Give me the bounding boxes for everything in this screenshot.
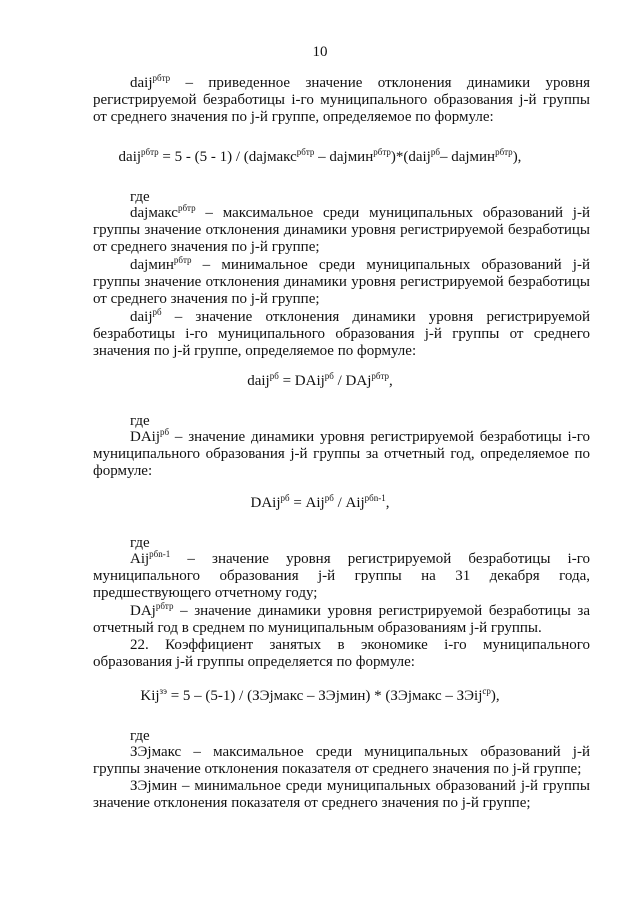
where-label: где <box>130 728 150 744</box>
paragraph: dajмин$^{рбтр}$ – минимальное среди муниципальных образований j-й группы значение отклонения динамики уровня регистрируемой безработицы от среднего значения по j-й группе; <box>93 255 590 308</box>
where-label: где <box>130 189 150 205</box>
formula: daij$^{рбтр}$ = 5 - (5 - 1) / (dajмакс$^{рбтр}$ – dajмин$^{рбтр}$)*(daij$^{рб}$– dajмин$^{рбтр}$), <box>118 147 522 165</box>
where-label: где <box>130 535 150 551</box>
paragraph: Aij$^{рбn-1}$ – значение уровня регистрируемой безработицы i-го муниципального образования j-й группы на 31 декабря года, предшествующего отчетному году; <box>93 549 590 602</box>
formula: DAij$^{рб}$ = Aij$^{рб}$ / Aij$^{рбn-1}$, <box>250 493 390 511</box>
formula: daij$^{рб}$ = DAij$^{рб}$ / DAj$^{рбтр}$, <box>247 371 393 389</box>
paragraph: dajмакс$^{рбтр}$ – максимальное среди муниципальных образований j-й группы значение отклонения динамики уровня регистрируемой безработицы от среднего значения по j-й группе; <box>93 203 590 256</box>
page-number: 10 <box>312 44 328 60</box>
formula: Kij$^{зэ}$ = 5 – (5-1) / (ЗЭjмакс – ЗЭjмин) * (ЗЭjмакс – ЗЭij$^{ср}$), <box>140 686 500 704</box>
paragraph: ЗЭjмакс – максимальное среди муниципальных образований j-й группы значение отклонения показателя от среднего значения по j-й группе; <box>93 744 590 778</box>
paragraph: DAj$^{рбтр}$ – значение динамики уровня регистрируемой безработицы за отчетный год в среднем по муниципальным образованиям j-й группы. <box>93 601 590 637</box>
paragraph: 22. Коэффициент занятых в экономике i-го муниципального образования j-й группы определяется по формуле: <box>93 637 590 671</box>
paragraph: ЗЭjмин – минимальное среди муниципальных образований j-й группы значение отклонения показателя от среднего значения по j-й группе; <box>93 778 590 812</box>
paragraph: DAij$^{рб}$ – значение динамики уровня регистрируемой безработицы i-го муниципального образования j-й группы за отчетный год, определяемое по формуле: <box>93 427 590 480</box>
paragraph: daij$^{рбтр}$ – приведенное значение отклонения динамики уровня регистрируемой безработицы i-го муниципального образования j-й группы от среднего значения по j-й группе, определяемое по формуле: <box>93 73 590 126</box>
where-label: где <box>130 413 150 429</box>
paragraph: daij$^{рб}$ – значение отклонения динамики уровня регистрируемой безработицы i-го муниципального образования j-й группы от среднего значения по j-й группе, определяемое по формуле: <box>93 307 590 360</box>
